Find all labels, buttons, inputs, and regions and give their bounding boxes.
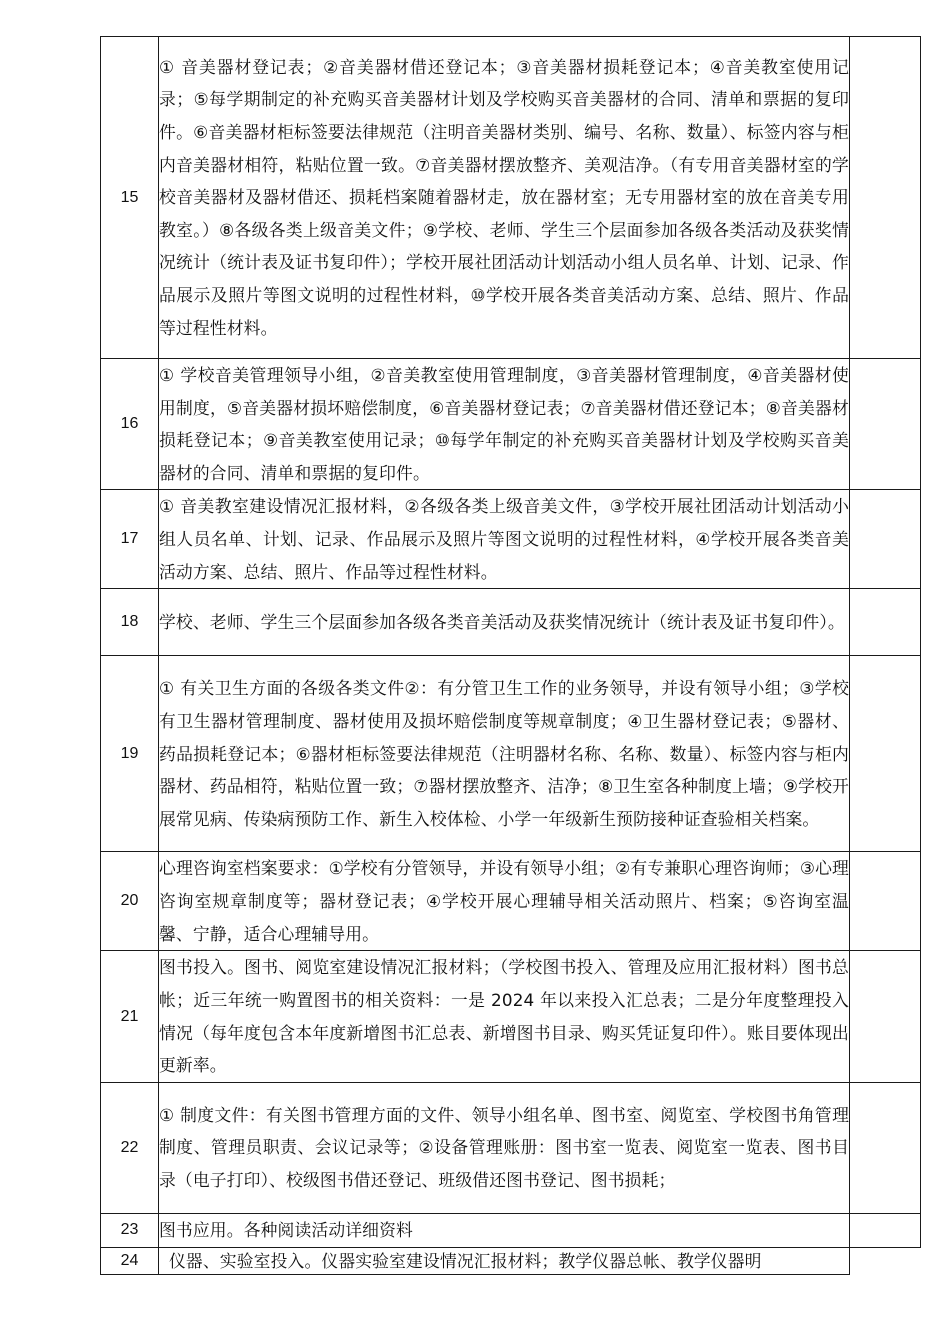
row-content: ① 制度文件：有关图书管理方面的文件、领导小组名单、图书室、阅览室、学校图书角管理制度、管理员职责、会议记录等；②设备管理账册：图书室一览表、阅览室一览表、图书目录（电子打印）、校级图书借还登记、班级借还图书登记、图书损耗；	[159, 1082, 850, 1213]
row-number: 24	[101, 1247, 159, 1274]
row-number: 23	[101, 1213, 159, 1247]
table-row	[101, 589, 921, 656]
table-row	[101, 951, 921, 1082]
row-number: 18	[101, 589, 159, 656]
row-number: 17	[101, 490, 159, 589]
remarks-cell	[850, 37, 921, 359]
table-row	[101, 1213, 921, 1247]
row-content: ① 有关卫生方面的各级各类文件②：有分管卫生工作的业务领导，并设有领导小组；③学校有卫生器材管理制度、器材使用及损坏赔偿制度等规章制度；④卫生器材登记表；⑤器材、药品损耗登记本；⑥器材柜标签要法律规范（注明器材名称、名称、数量）、标签内容与柜内器材、药品相符，粘贴位置一致；⑦器材摆放整齐、洁净；⑧卫生室各种制度上墙；⑨学校开展常见病、传染病预防工作、新生入校体检、小学一年级新生预防接种证查验相关档案。	[159, 656, 850, 852]
row-content-text: 仪器、实验室投入。仪器实验室建设情况汇报材料；教学仪器总帐、教学仪器明	[169, 1250, 762, 1271]
table-row	[101, 490, 921, 589]
row-number: 21	[101, 951, 159, 1082]
remarks-cell	[850, 852, 921, 951]
row-content	[159, 1247, 850, 1274]
remarks-cell	[850, 1082, 921, 1213]
remarks-cell	[850, 656, 921, 852]
row-content: ① 学校音美管理领导小组，②音美教室使用管理制度，③音美器材管理制度，④音美器材使用制度，⑤音美器材损坏赔偿制度，⑥音美器材登记表；⑦音美器材借还登记本；⑧音美器材损耗登记本；⑨音美教室使用记录；⑩每学年制定的补充购买音美器材计划及学校购买音美器材的合同、清单和票据的复印件。	[159, 359, 850, 490]
remarks-cell	[850, 1213, 921, 1247]
remarks-cell	[850, 589, 921, 656]
table-row	[101, 1082, 921, 1213]
row-content: ① 音美教室建设情况汇报材料，②各级各类上级音美文件，③学校开展社团活动计划活动小组人员名单、计划、记录、作品展示及照片等图文说明的过程性材料，④学校开展各类音美活动方案、总结、照片、作品等过程性材料。	[159, 490, 850, 589]
remarks-cell	[850, 490, 921, 589]
table-row	[101, 1247, 921, 1274]
row-content: 心理咨询室档案要求：①学校有分管领导，并设有领导小组；②有专兼职心理咨询师；③心理咨询室规章制度等；器材登记表；④学校开展心理辅导相关活动照片、档案；⑤咨询室温馨、宁静，适合心理辅导用。	[159, 852, 850, 951]
row-content: ① 音美器材登记表；②音美器材借还登记本；③音美器材损耗登记本；④音美教室使用记录；⑤每学期制定的补充购买音美器材计划及学校购买音美器材的合同、清单和票据的复印件。⑥音美器材柜标签要法律规范（注明音美器材类别、编号、名称、数量）、标签内容与柜内音美器材相符，粘贴位置一致。⑦音美器材摆放整齐、美观洁净。（有专用音美器材室的学校音美器材及器材借还、损耗档案随着器材走，放在器材室；无专用器材室的放在音美专用教室。）⑧各级各类上级音美文件；⑨学校、老师、学生三个层面参加各级各类活动及获奖情况统计（统计表及证书复印件）；学校开展社团活动计划活动小组人员名单、计划、记录、作品展示及照片等图文说明的过程性材料，⑩学校开展各类音美活动方案、总结、照片、作品等过程性材料。	[159, 37, 850, 359]
remarks-cell	[850, 1247, 921, 1274]
row-content: 图书应用。各种阅读活动详细资料	[159, 1213, 850, 1247]
remarks-cell	[850, 951, 921, 1082]
table-row	[101, 852, 921, 951]
row-number: 20	[101, 852, 159, 951]
row-number: 15	[101, 37, 159, 359]
table-row	[101, 656, 921, 852]
table-row	[101, 359, 921, 490]
remarks-cell	[850, 359, 921, 490]
row-number: 16	[101, 359, 159, 490]
row-content: 图书投入。图书、阅览室建设情况汇报材料；（学校图书投入、管理及应用汇报材料）图书总帐；近三年统一购置图书的相关资料：一是 2024 年以来投入汇总表；二是分年度整理投入情况（每年度包含本年度新增图书汇总表、新增图书目录、购买凭证复印件）。账目要体现出更新率。	[159, 951, 850, 1082]
requirements-table	[100, 36, 921, 1275]
row-number: 22	[101, 1082, 159, 1213]
table-row	[101, 37, 921, 359]
row-content: 学校、老师、学生三个层面参加各级各类音美活动及获奖情况统计（统计表及证书复印件）。	[159, 589, 850, 656]
row-number: 19	[101, 656, 159, 852]
